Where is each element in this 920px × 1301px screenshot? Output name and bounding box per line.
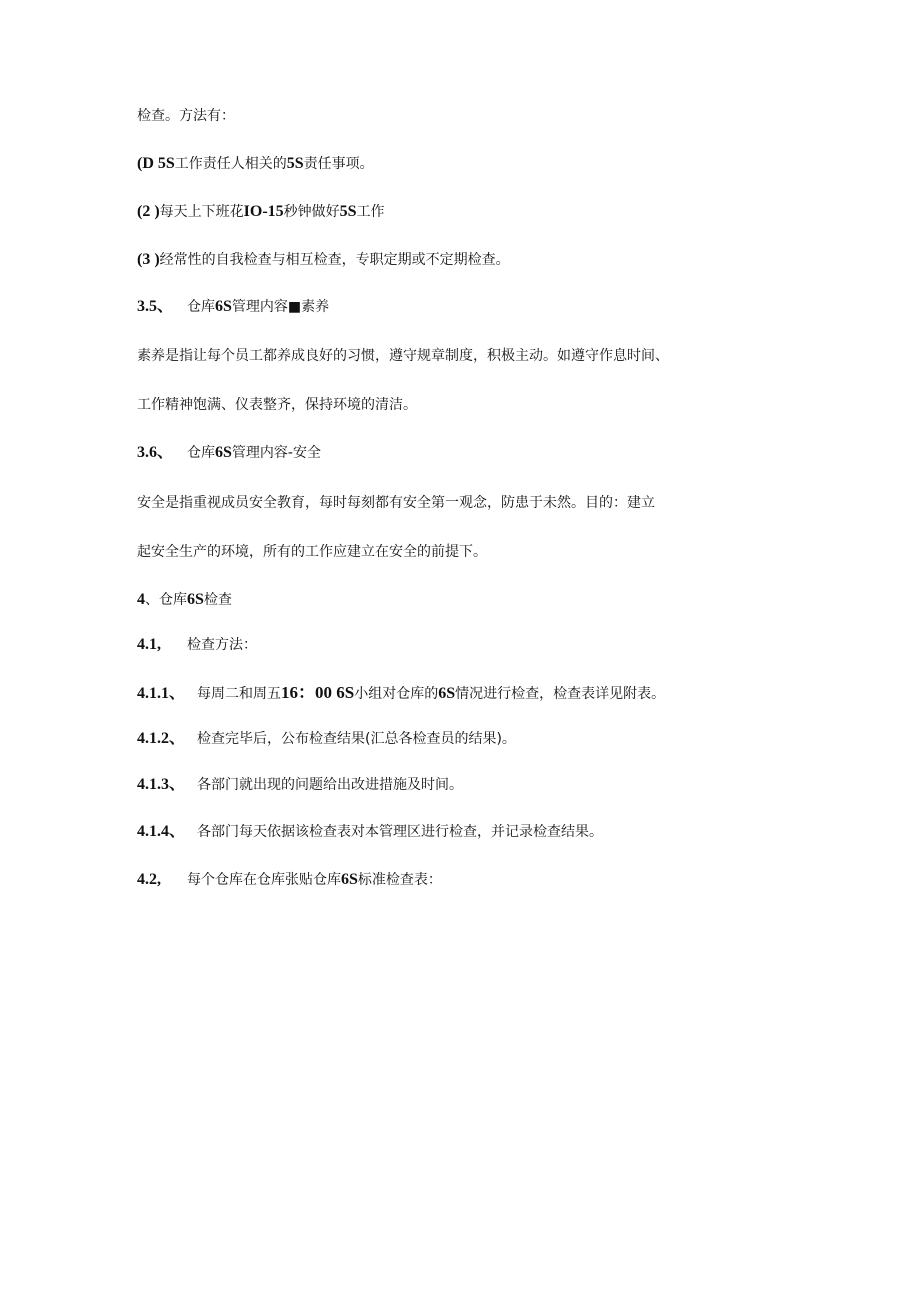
list-item bbox=[137, 250, 510, 270]
text-span: 每个仓库在仓库张贴仓库 bbox=[187, 872, 341, 888]
paragraph-line bbox=[137, 395, 417, 415]
list-marker: (3 ) bbox=[137, 251, 160, 268]
subsection-line bbox=[137, 683, 665, 704]
text-span: 6S bbox=[187, 591, 204, 608]
text-span: 工作精神饱满、仪表整齐，保持环境的清洁。 bbox=[137, 397, 417, 413]
text-span: 经常性的自我检查与相互检查，专职定期或不定期检查。 bbox=[159, 252, 510, 268]
text-span: 各部门每天依据该检查表对本管理区进行检查，并记录检查结果。 bbox=[197, 824, 603, 840]
text-span: 安全是指重视成员安全教育，每时每刻都有安全第一观念，防患于未然。目的：建立 bbox=[137, 495, 655, 511]
text-span: 小组对仓库的 bbox=[354, 686, 439, 702]
subsection-line bbox=[137, 775, 463, 795]
section-heading bbox=[137, 443, 321, 463]
text-span: 秒钟做好 bbox=[283, 204, 340, 220]
text-span: IO-15 bbox=[243, 203, 284, 220]
text-span: 检查。方法有： bbox=[137, 108, 235, 124]
text-span: 仓库 bbox=[187, 299, 215, 315]
section-number: 4.1.2、 bbox=[137, 730, 186, 747]
list-item bbox=[137, 154, 374, 174]
text-span: 工作 bbox=[356, 204, 385, 220]
text-span: 5S bbox=[339, 203, 357, 220]
text-span: 素养是指让每个员工都养成良好的习惯，遵守规章制度，积极主动。如遵守作息时间、 bbox=[137, 348, 669, 364]
text-span: 6S bbox=[341, 871, 358, 888]
text-span: 管理内容■素养 bbox=[231, 299, 330, 315]
paragraph-line bbox=[137, 346, 669, 366]
section-number: 4 bbox=[137, 591, 145, 608]
section-heading bbox=[137, 590, 232, 610]
section-number: 3.6、 bbox=[137, 444, 174, 461]
subsection-line bbox=[137, 729, 516, 749]
text-span: 检查完毕后，公布检查结果(汇总各检查员的结果)。 bbox=[197, 731, 516, 747]
text-span: 6S bbox=[438, 685, 456, 702]
text-span: 、仓库 bbox=[145, 592, 187, 608]
list-marker: (2 ) bbox=[137, 203, 160, 220]
text-span: 情况进行检查，检查表详见附表。 bbox=[455, 686, 666, 702]
text-span: 起安全生产的环境，所有的工作应建立在安全的前提下。 bbox=[137, 544, 487, 560]
list-marker: (D 5S bbox=[137, 155, 175, 172]
section-number: 4.1.4、 bbox=[137, 823, 186, 840]
text-line bbox=[137, 106, 235, 126]
text-span: 各部门就出现的问题给出改进措施及时间。 bbox=[197, 777, 463, 793]
text-span: 检查方法： bbox=[187, 637, 257, 653]
paragraph-line bbox=[137, 493, 655, 513]
text-span: 工作责任人相关的 bbox=[174, 156, 287, 172]
section-number: 3.5、 bbox=[137, 298, 174, 315]
section-heading bbox=[137, 635, 257, 655]
text-span: 每周二和周五 bbox=[197, 686, 281, 702]
section-number: 4.1, bbox=[137, 636, 161, 653]
text-span: 责任事项。 bbox=[303, 156, 374, 172]
text-span: 管理内容-安全 bbox=[231, 445, 321, 461]
section-number: 4.2, bbox=[137, 871, 161, 888]
section-heading bbox=[137, 297, 329, 317]
list-item bbox=[137, 202, 385, 222]
section-heading bbox=[137, 870, 442, 890]
text-span: 6S bbox=[215, 298, 232, 315]
section-number: 4.1.1、 bbox=[137, 685, 186, 702]
text-span: 仓库 bbox=[187, 445, 215, 461]
text-span: 标准检查表： bbox=[357, 872, 442, 888]
text-span: 检查 bbox=[203, 592, 232, 608]
section-number: 4.1.3、 bbox=[137, 776, 186, 793]
text-span: 6S bbox=[215, 444, 232, 461]
text-span: 5S bbox=[286, 155, 304, 172]
text-span: 每天上下班花 bbox=[159, 204, 244, 220]
time-value: 16：00 6S bbox=[281, 683, 355, 702]
paragraph-line bbox=[137, 542, 487, 562]
subsection-line bbox=[137, 822, 603, 842]
